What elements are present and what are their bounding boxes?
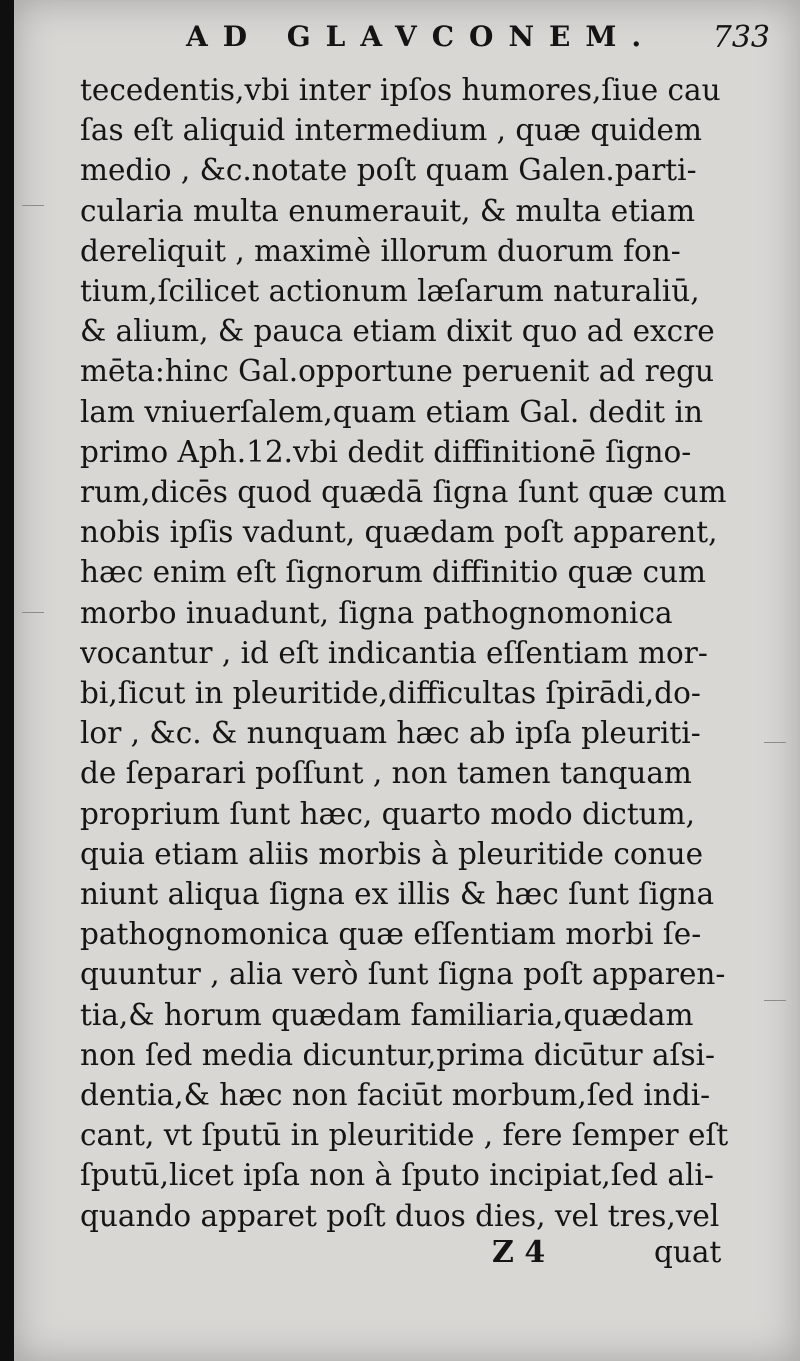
text-line: dentia,& hæc non faciūt morbum,ſed indi- bbox=[80, 1078, 711, 1113]
text-line: primo Aph.12.vbi dedit diffinitionē ſigno- bbox=[80, 434, 692, 469]
text-line: lam vniuerſalem,quam etiam Gal. dedit in bbox=[80, 394, 703, 429]
text-line: ſputū,licet ipſa non à ſputo incipiat,ſed ali- bbox=[80, 1158, 714, 1193]
text-line: & alium, & pauca etiam dixit quo ad excre bbox=[80, 314, 715, 349]
text-line: mēta:hinc Gal.opportune peruenit ad regu bbox=[80, 354, 715, 389]
text-line: rum,dicēs quod quædā ſigna ſunt quæ cum bbox=[80, 475, 727, 510]
text-line: morbo inuadunt, ſigna pathognomonica bbox=[80, 595, 673, 630]
margin-mark bbox=[764, 1000, 786, 1001]
text-line: vocantur , id eſt indicantia eſſentiam mor- bbox=[80, 635, 708, 670]
signature-mark: Z 4 bbox=[492, 1235, 546, 1270]
text-line: lor , &c. & nunquam hæc ab ipſa pleuriti- bbox=[80, 716, 701, 751]
page-number: 733 bbox=[712, 20, 770, 55]
text-line: ſas eſt aliquid intermedium , quæ quidem bbox=[80, 113, 702, 148]
margin-mark bbox=[22, 612, 44, 613]
text-line: pathognomonica quæ eſſentiam morbi ſe- bbox=[80, 917, 702, 952]
page-footer bbox=[14, 1235, 800, 1275]
text-line: quuntur , alia verò ſunt ſigna poſt apparen- bbox=[80, 957, 726, 992]
text-line: quia etiam aliis morbis à pleuritide conue bbox=[80, 836, 704, 871]
text-line: dereliquit , maximè illorum duorum fon- bbox=[80, 233, 681, 268]
margin-mark bbox=[764, 742, 786, 743]
text-line: nobis ipſis vadunt, quædam poſt apparent, bbox=[80, 515, 718, 550]
catchword: quat bbox=[654, 1235, 722, 1269]
text-line: tecedentis,vbi inter ipſos humores,ſiue cau bbox=[80, 73, 721, 107]
margin-mark bbox=[22, 205, 44, 206]
text-line: tium,ſcilicet actionum læſarum naturaliū, bbox=[80, 274, 700, 309]
text-line: quando apparet poſt duos dies, vel tres,vel bbox=[80, 1198, 720, 1233]
text-line: cant, vt ſputū in pleuritide , fere ſemper eſt bbox=[80, 1118, 729, 1153]
text-line: medio , &c.notate poſt quam Galen.parti- bbox=[80, 153, 697, 188]
body-text bbox=[80, 70, 790, 1236]
text-line: bi,ſicut in pleuritide,difficultas ſpirādi,do- bbox=[80, 676, 701, 711]
text-line: tia,& horum quædam familiaria,quædam bbox=[80, 997, 694, 1032]
text-line: niunt aliqua ſigna ex illis & hæc ſunt ſigna bbox=[80, 877, 715, 912]
gutter-shadow bbox=[0, 0, 14, 1361]
text-line: non ſed media dicuntur,prima dicūtur aſsi- bbox=[80, 1037, 715, 1072]
book-page bbox=[14, 0, 800, 1361]
text-line: hæc enim eſt ſignorum diffinitio quæ cum bbox=[80, 555, 706, 590]
text-line: de ſeparari poſſunt , non tamen tanquam bbox=[80, 756, 692, 791]
text-line: cularia multa enumerauit, & multa etiam bbox=[80, 193, 696, 228]
running-head: AD GLAVCONEM. bbox=[186, 20, 657, 53]
page-header bbox=[14, 20, 800, 56]
text-line: proprium ſunt hæc, quarto modo dictum, bbox=[80, 796, 696, 831]
